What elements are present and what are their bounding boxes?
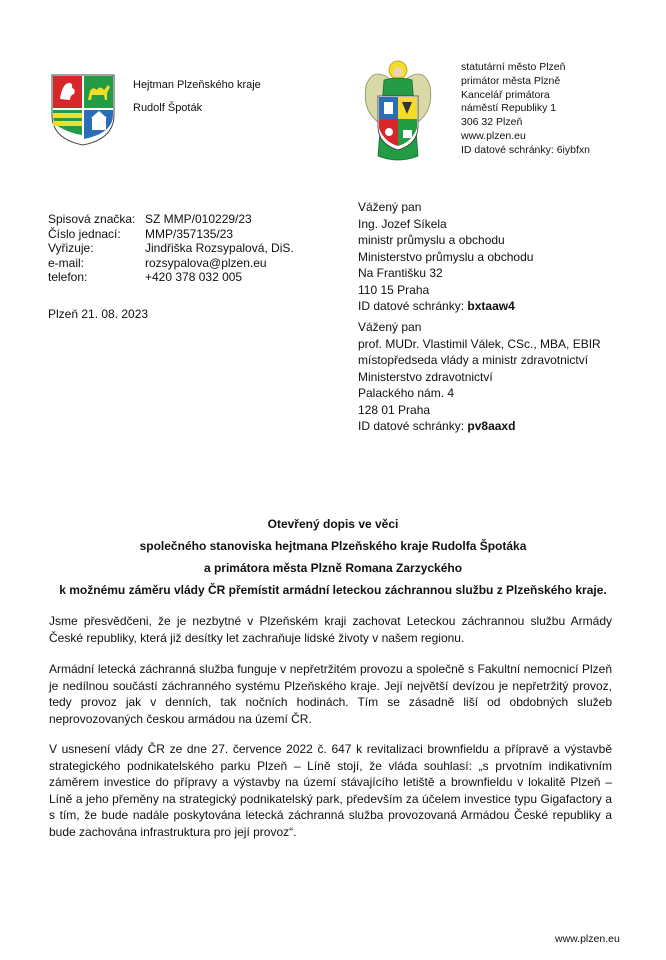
recipient-line: Ministerstvo průmyslu a obchodu — [358, 249, 534, 264]
left-header-line1: Hejtman Plzeňského kraje — [133, 79, 261, 91]
recipient-line: 128 01 Praha — [358, 402, 431, 417]
city-address-line: náměstí Republiky 1 — [461, 102, 557, 115]
title-line: společného stanoviska hejtmana Plzeňského kraje Rudolfa Špotáka — [139, 539, 527, 553]
city-address-line: primátor města Plzně — [461, 74, 561, 87]
recipient-line: Vážený pan — [358, 320, 422, 334]
reference-label: telefon: — [48, 270, 88, 284]
recipient-line: ministr průmyslu a obchodu — [358, 233, 505, 247]
footer-url: www.plzen.eu — [555, 933, 620, 945]
letter-date: Plzeň 21. 08. 2023 — [48, 307, 149, 321]
reference-label: Číslo jednací: — [48, 226, 121, 241]
reference-value: MMP/357135/23 — [145, 226, 234, 241]
recipient-line: Na Františku 32 — [358, 266, 443, 280]
recipient-2 — [358, 319, 601, 435]
paragraph: Jsme přesvědčeni, že je nezbytné v Plzeňském kraji zachovat Leteckou záchrannou službu Armády České republiky, která již desítky let zachraňuje lidské životy v našem regionu. — [49, 614, 612, 645]
plzen-region-coat-of-arms-icon — [50, 73, 116, 147]
databox-label: ID datové schránky: — [358, 299, 468, 313]
city-address-line: ID datové schránky: 6iybfxn — [461, 143, 590, 156]
reference-label: Vyřizuje: — [48, 241, 94, 255]
reference-phone: +420 378 032 005 — [145, 270, 243, 284]
recipient-1 — [358, 199, 533, 315]
recipient-line: Ing. Jozef Síkela — [358, 216, 447, 231]
paragraph: V usnesení vlády ČR ze dne 27. července 2022 č. 647 k revitalizaci brownfieldu a přípravě a výstavbě strategického podnikatelského parku Plzeň – Líně stojí, že vláda souhlasí: „s prvotním indikativním záměrem investice do přípravy a výstavby na území stávajícího letiště a brownfieldu v lokalitě Plzeň – Líně a jeho přeměny na strategický podnikatelský park, především za účelem investice typu Gigafactory a s tím, že bude nadále poskytována letecká záchranná služba provozovaná Armádou České republiky a bude zachována infrastruktura pro její provoz“. — [49, 742, 612, 839]
recipient-line: Vážený pan — [358, 200, 422, 214]
reference-block — [48, 211, 308, 284]
databox-id: bxtaaw4 — [467, 299, 515, 313]
recipient-line: prof. MUDr. Vlastimil Válek, CSc., MBA, EBIR — [358, 336, 601, 351]
title-line: a primátora města Plzně Romana Zarzyckého — [203, 561, 463, 575]
title-line: k možnému záměru vlády ČR přemístit armádní leteckou záchrannou službu z Plzeňského kraje. — [59, 583, 607, 597]
letter-title — [40, 513, 626, 601]
city-address-line: 306 32 Plzeň — [461, 116, 523, 129]
reference-label: e-mail: — [48, 255, 85, 270]
reference-label: Spisová značka: — [48, 212, 136, 226]
left-header-line2: Rudolf Špoták — [133, 102, 203, 114]
recipient-line: Palackého nám. 4 — [358, 386, 455, 400]
recipient-line: Ministerstvo zdravotnictví — [358, 369, 493, 384]
reference-value: Jindřiška Rozsypalová, DiS. — [145, 241, 294, 255]
recipient-line: 110 15 Praha — [358, 282, 430, 297]
plzen-city-coat-of-arms-icon — [356, 56, 440, 168]
city-address-block — [461, 61, 590, 158]
city-address-line: statutární město Plzeň — [461, 61, 566, 73]
city-address-line: Kancelář primátora — [461, 88, 550, 101]
recipient-line: místopředseda vlády a ministr zdravotnictví — [358, 353, 589, 367]
city-address-line: www.plzen.eu — [461, 129, 526, 142]
reference-value: SZ MMP/010229/23 — [145, 212, 252, 226]
reference-email: rozsypalova@plzen.eu — [145, 255, 267, 270]
title-line: Otevřený dopis ve věci — [267, 517, 399, 531]
paragraph: Armádní letecká záchranná služba funguje v nepřetržitém provozu a společně s Fakultní nemocnicí Plzeň je nedílnou součástí záchranného systému Plzeňského kraje. Její největší devízou je nepřetržitý provoz, tedy provoz jak v denních, tak nočních hodinách. Tím se zásadně liší od obdobných služeb neprovozovaných českou armádou na území ČR. — [49, 662, 612, 726]
databox-id: pv8aaxd — [467, 419, 516, 433]
databox-label: ID datové schránky: — [358, 419, 468, 433]
